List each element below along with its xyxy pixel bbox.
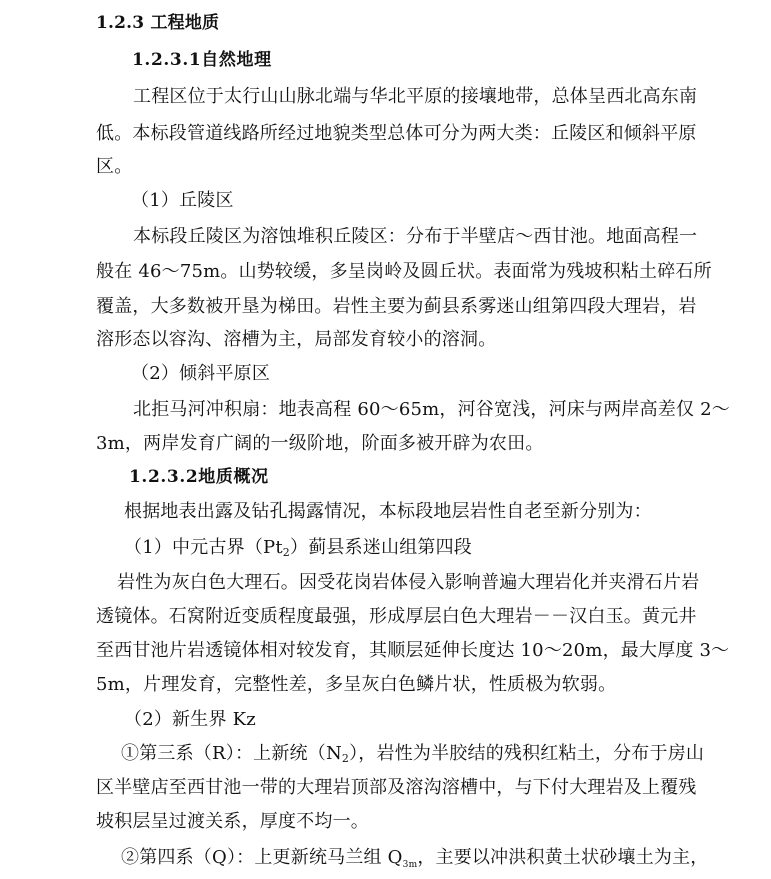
paragraph-line: 5m，片理发育，完整性差，多呈灰白色鳞片状，性质极为软弱。	[96, 674, 617, 695]
paragraph-line: 般在 46～75m。山势较缓，多呈岗岭及圆丘状。表面常为残坡积粘土碎石所	[96, 261, 712, 282]
list-label-plain: （2）倾斜平原区	[131, 363, 271, 384]
paragraph-line: 根据地表出露及钻孔揭露情况，本标段地层岩性自老至新分别为：	[124, 501, 652, 522]
list-label-cenozoic: （2）新生界 Kz	[124, 709, 256, 730]
paragraph-line: 区。	[96, 156, 133, 177]
section-heading: 1.2.3 工程地质	[96, 13, 220, 33]
paragraph-line: 区半壁店至西甘池一带的大理岩顶部及溶沟溶槽中，与下付大理岩及上覆残	[96, 777, 697, 798]
list-label-hilly: （1）丘陵区	[131, 190, 234, 211]
paragraph-line: 3m，两岸发育广阔的一级阶地，阶面多被开辟为农田。	[96, 433, 544, 454]
subsection-heading-geology: 1.2.3.2地质概况	[129, 467, 269, 487]
paragraph-line: 至西甘池片岩透镜体相对较发育，其顺层延伸长度达 10～20m，最大厚度 3～	[96, 640, 730, 661]
paragraph-line: 北拒马河冲积扇：地表高程 60～65m，河谷宽浅，河床与两岸高差仅 2～	[133, 399, 730, 420]
paragraph-line: 坡积层呈过渡关系，厚度不均一。	[96, 811, 369, 832]
list-label-proterozoic: （1）中元古界$(Pt_2)$蓟县系迷山组第四段	[124, 537, 472, 559]
paragraph-line: 透镜体。石窝附近变质程度最强，形成厚层白色大理岩－－汉白玉。黄元井	[96, 606, 697, 627]
subsection-heading-natural-geography: 1.2.3.1自然地理	[132, 50, 272, 70]
paragraph-line: 本标段丘陵区为溶蚀堆积丘陵区：分布于半壁店～西甘池。地面高程一	[133, 226, 698, 247]
paragraph-line: 覆盖，大多数被开垦为梯田。岩性主要为蓟县系雾迷山组第四段大理岩，岩	[96, 296, 697, 317]
paragraph-line: 岩性为灰白色大理石。因受花岗岩体侵入影响普遍大理岩化并夹滑石片岩	[117, 572, 700, 593]
paragraph-line: 工程区位于太行山山脉北端与华北平原的接壤地带，总体呈西北高东南	[133, 86, 698, 107]
paragraph-line: ①第三系（R）：上新统$(N_2)$，岩性为半胶结的残积红粘土，分布于房山	[121, 743, 705, 765]
paragraph-line: 低。本标段管道线路所经过地貌类型总体可分为两大类：丘陵区和倾斜平原	[96, 123, 697, 144]
paragraph-line: 溶形态以容沟、溶槽为主，局部发育较小的溶洞。	[96, 329, 497, 350]
paragraph-line: ②第四系（Q）：上更新统马兰组 $Q_{3m}$，主要以冲洪积黄土状砂壤土为主，	[121, 847, 709, 870]
